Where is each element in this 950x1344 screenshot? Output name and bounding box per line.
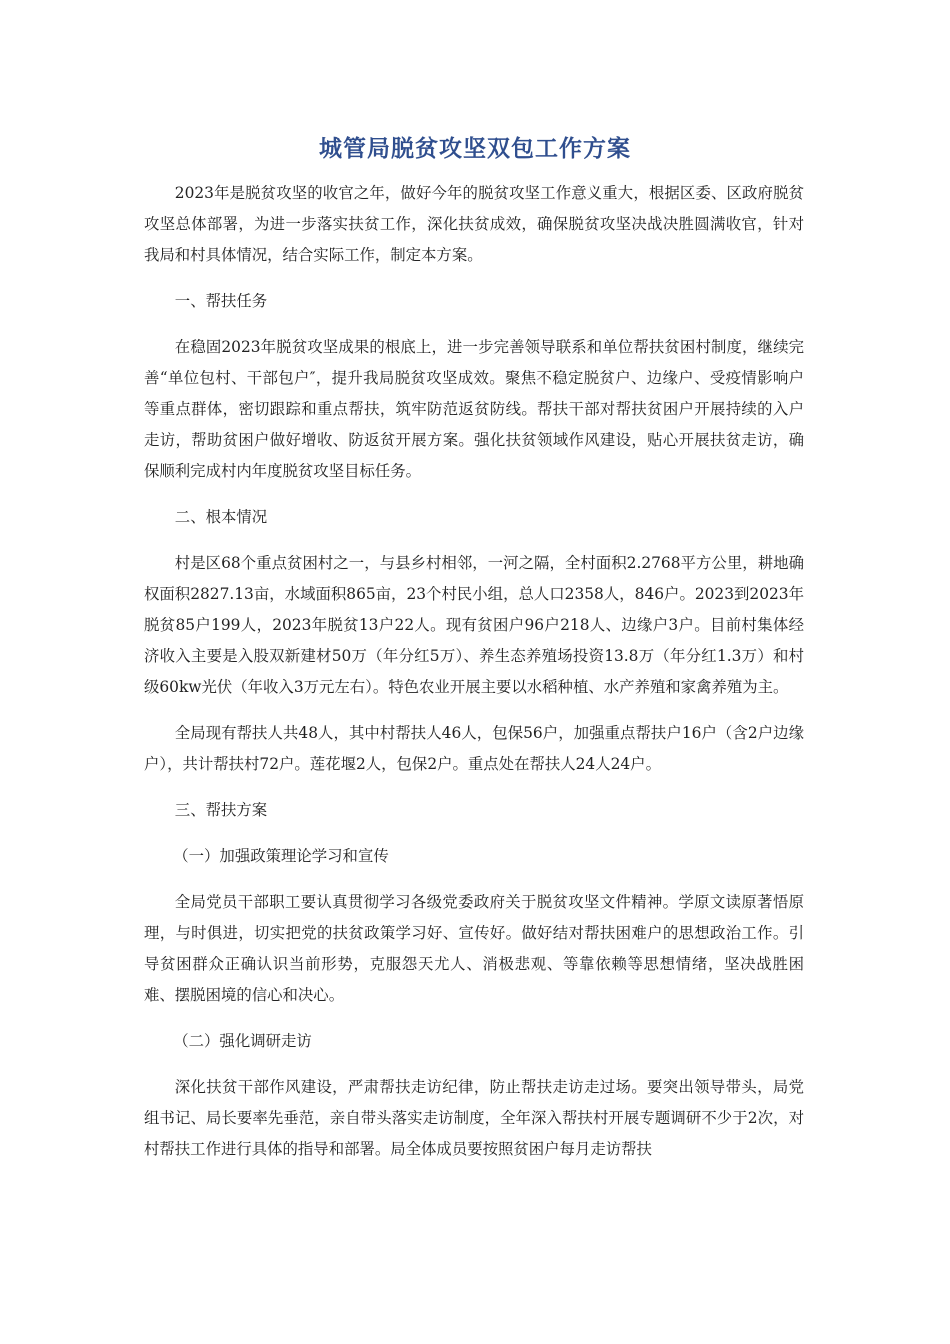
subheading-policy-study: （一）加强政策理论学习和宣传 <box>173 847 389 865</box>
policy-study-paragraph: 全局党员干部职工要认真贯彻学习各级党委政府关于脱贫攻坚文件精神。学原文读原著悟原理，与时俱进，切实把党的扶贫政策学习好、宣传好。做好结对帮扶困难户的思想政治工作。引导贫困群众正确认识当前形势，克服怨天尤人、消极悲观、等靠依赖等思想情绪，坚决战胜困难、摆脱困境的信心和决心。 <box>144 893 804 1004</box>
research-visits-paragraph: 深化扶贫干部作风建设，严肃帮扶走访纪律，防止帮扶走访走过场。要突出领导带头，局党组书记、局长要率先垂范，亲自带头落实走访制度，全年深入帮扶村开展专题调研不少于2次，对村帮扶工作进行具体的指导和部署。局全体成员要按照贫困户每月走访帮扶 <box>144 1078 804 1158</box>
intro-paragraph: 2023年是脱贫攻坚的收官之年，做好今年的脱贫攻坚工作意义重大，根据区委、区政府脱贫攻坚总体部署，为进一步落实扶贫工作，深化扶贫成效，确保脱贫攻坚决战决胜圆满收官，针对我局和村具体情况，结合实际工作，制定本方案。 <box>144 184 804 264</box>
document-title: 城管局脱贫攻坚双包工作方案 <box>319 136 631 162</box>
section-heading-tasks: 一、帮扶任务 <box>174 292 268 310</box>
subheading-research-visits: （二）强化调研走访 <box>173 1032 312 1050</box>
document-body <box>144 178 804 1180</box>
basics-paragraph-2: 全局现有帮扶人共48人，其中村帮扶人46人，包保56户，加强重点帮扶户16户（含2户边缘户），共计帮扶村72户。莲花堰2人，包保2户。重点处在帮扶人24人24户。 <box>144 724 804 773</box>
tasks-paragraph: 在稳固2023年脱贫攻坚成果的根底上，进一步完善领导联系和单位帮扶贫困村制度，继续完善“单位包村、干部包户″，提升我局脱贫攻坚成效。聚焦不稳定脱贫户、边缘户、受疫情影响户等重点群体，密切跟踪和重点帮扶，筑牢防范返贫防线。帮扶干部对帮扶贫困户开展持续的入户走访，帮助贫困户做好增收、防返贫开展方案。强化扶贫领域作风建设，贴心开展扶贫走访，确保顺利完成村内年度脱贫攻坚目标任务。 <box>144 338 804 480</box>
basics-paragraph-1: 村是区68个重点贫困村之一，与县乡村相邻，一河之隔，全村面积2.2768平方公里，耕地确权面积2827.13亩，水域面积865亩，23个村民小组，总人口2358人，846户。2023到2023年脱贫85户199人，2023年脱贫13户22人。现有贫困户96户218人、边缘户3户。目前村集体经济收入主要是入股双新建材50万（年分红5万）、养生态养殖场投资13.8万（年分红1.3万）和村级60kw光伏（年收入3万元左右）。特色农业开展主要以水稻种植、水产养殖和家禽养殖为主。 <box>144 554 804 696</box>
section-heading-basics: 二、根本情况 <box>174 508 268 526</box>
section-heading-plan: 三、帮扶方案 <box>174 801 268 819</box>
